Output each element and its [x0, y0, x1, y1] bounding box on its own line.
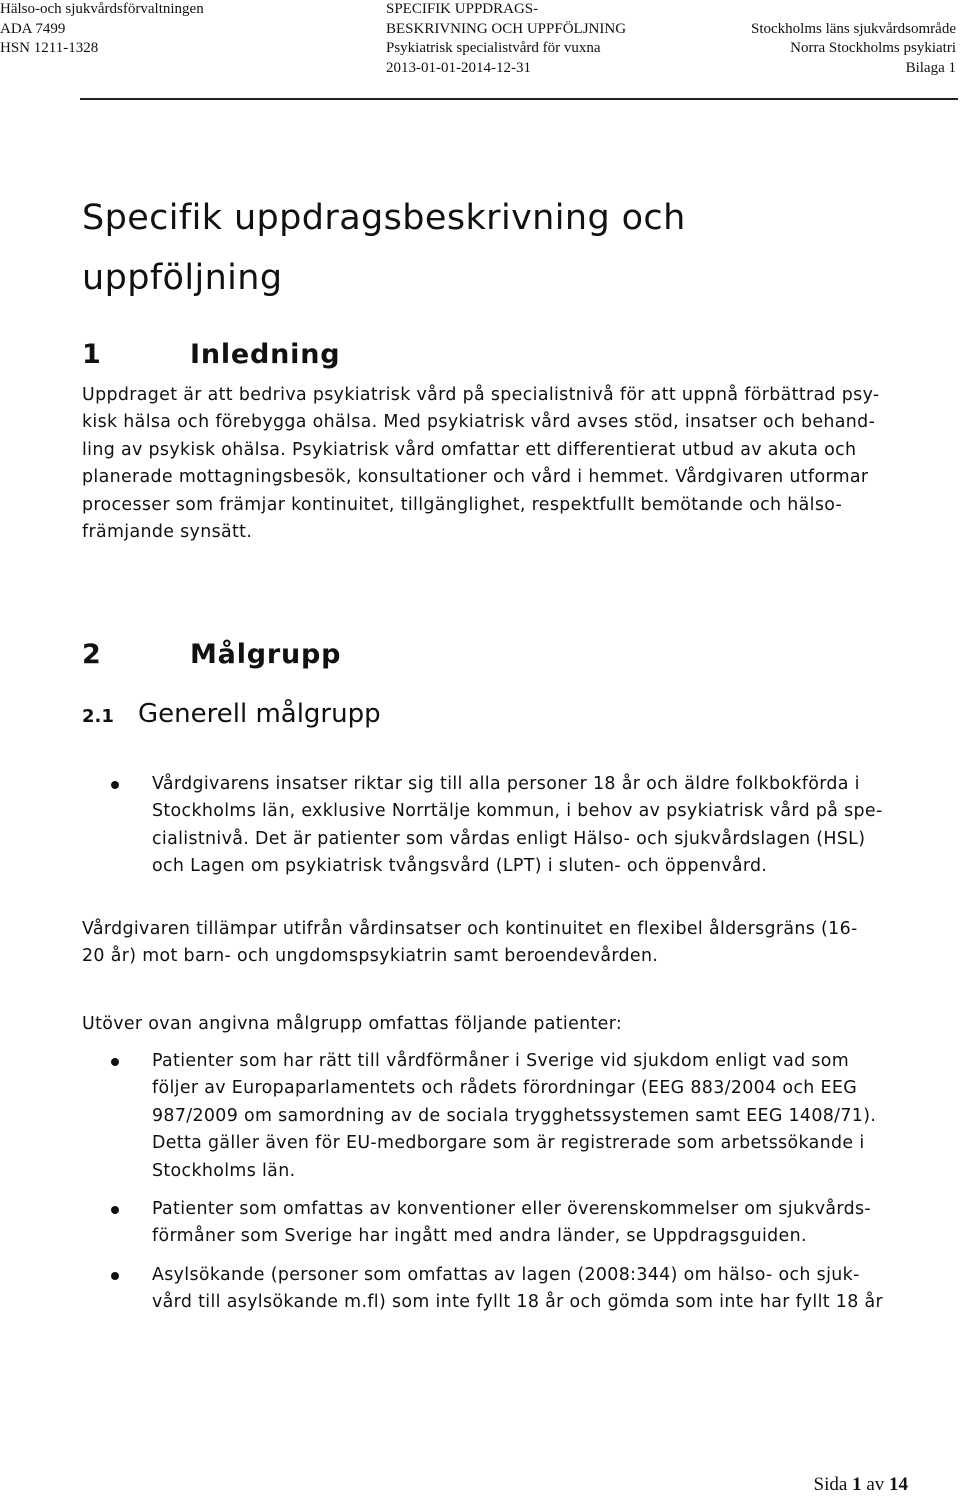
document-title-line: Specifik uppdragsbeskrivning och — [82, 198, 686, 238]
document-title-line: uppföljning — [82, 258, 283, 298]
list-item-line: cialistnivå. Det är patienter som vårdas enligt Hälso- och sjukvårdslagen (HSL) — [152, 828, 866, 849]
section-2-title: Målgrupp — [190, 639, 342, 670]
header-attachment: Bilaga 1 — [905, 59, 956, 76]
list-item-line: 987/2009 om samordning av de sociala trygghetssystemen samt EEG 1408/71). — [152, 1105, 877, 1126]
list-item — [82, 1262, 902, 1317]
list-item-line: Detta gäller även för EU-medborgare som är registrerade som arbetssökande i — [152, 1133, 865, 1154]
header-unit: Norra Stockholms psykiatri — [790, 40, 956, 56]
header-right-block — [751, 0, 956, 78]
list-item — [82, 1048, 902, 1185]
additional-patients-intro — [82, 1011, 902, 1038]
document-title — [82, 188, 686, 308]
list-item-line: Asylsökande (personer som omfattas av lagen (2008:344) om hälso- och sjuk- — [152, 1264, 860, 1285]
paragraph-line: 20 år) mot barn- och ungdomspsykiatrin samt beroendevården. — [82, 946, 659, 967]
page-number — [814, 1474, 908, 1496]
additional-patients-bullets — [82, 1048, 902, 1317]
header-period: 2013-01-01-2014-12-31 — [386, 59, 531, 76]
list-item-line: Patienter som har rätt till vårdförmåner i Sverige vid sjukdom enligt vad som — [152, 1051, 850, 1071]
paragraph-line: Vårdgivaren tillämpar utifrån vårdinsatser och kontinuitet en flexibel åldersgräns (16- — [82, 919, 858, 939]
header-doc-type-line1: SPECIFIK UPPDRAGS- — [386, 1, 539, 17]
bullet-icon — [111, 781, 119, 789]
subsection-2-1-title: Generell målgrupp — [138, 699, 381, 729]
paragraph-line: processer som främjar kontinuitet, tillgänglighet, respektfullt bemötande och hälso- — [82, 494, 843, 515]
paragraph-line: kisk hälsa och förebygga ohälsa. Med psykiatrisk vård avses stöd, insatser och behand- — [82, 412, 876, 433]
section-1-paragraph — [82, 382, 902, 546]
paragraph-line: främjande synsätt. — [82, 522, 253, 543]
section-1-number: 1 — [82, 339, 102, 370]
header-region: Stockholms läns sjukvårdsområde — [751, 20, 956, 37]
list-item-line: Stockholms län. — [152, 1160, 296, 1181]
header-doc-type-line2: BESKRIVNING OCH UPPFÖLJNING — [386, 20, 627, 37]
list-item-line: Patienter som omfattas av konventioner eller överenskommelser om sjukvårds- — [152, 1199, 872, 1220]
section-1-heading — [82, 338, 340, 372]
list-item-line: Stockholms län, exklusive Norrtälje kommun, i behov av psykiatrisk vård på spe- — [152, 801, 883, 822]
section-1-title: Inledning — [190, 339, 341, 370]
header-ada-number: ADA 7499 — [0, 20, 66, 37]
list-item-line: förmåner som Sverige har ingått med andra länder, se Uppdragsguiden. — [152, 1226, 807, 1247]
header-hsn-number: HSN 1211-1328 — [0, 40, 99, 56]
paragraph-line: ling av psykisk ohälsa. Psykiatrisk vård omfattar ett differentierat utbud av akuta och — [82, 439, 857, 460]
paragraph-line: Uppdraget är att bedriva psykiatrisk vård på specialistnivå för att uppnå förbättrad psy- — [82, 385, 880, 405]
subsection-2-1-heading — [82, 698, 381, 733]
header-right-spacer — [751, 0, 956, 20]
list-item-line: Vårdgivarens insatser riktar sig till alla personer 18 år och äldre folkbokförda i — [152, 774, 860, 794]
section-2-number: 2 — [82, 639, 102, 670]
target-group-bullets — [82, 771, 902, 881]
section-2-heading — [82, 638, 341, 672]
header-care-area: Psykiatrisk specialistvård för vuxna — [386, 40, 601, 56]
page-total: 14 — [889, 1474, 908, 1495]
page-current: 1 — [852, 1474, 862, 1495]
list-item-line: följer av Europaparlamentets och rådets förordningar (EEG 883/2004 och EEG — [152, 1078, 858, 1099]
header-center-block — [386, 0, 626, 78]
bullet-icon — [111, 1058, 119, 1066]
paragraph-line: Utöver ovan angivna målgrupp omfattas följande patienter: — [82, 1014, 623, 1034]
list-item-line: och Lagen om psykiatrisk tvångsvård (LPT) i sluten- och öppenvård. — [152, 856, 768, 877]
list-item — [82, 771, 902, 881]
header-organization: Hälso-och sjukvårdsförvaltningen — [0, 1, 204, 17]
bullet-icon — [111, 1206, 119, 1214]
subsection-2-1-number: 2.1 — [82, 706, 114, 727]
header-left-block — [0, 0, 204, 59]
bullet-icon — [111, 1272, 119, 1280]
list-item-line: vård till asylsökande m.fl) som inte fyllt 18 år och gömda som inte har fyllt 18 år — [152, 1292, 884, 1313]
list-item — [82, 1196, 902, 1251]
page-of-label: av — [866, 1474, 885, 1495]
age-limit-paragraph — [82, 916, 902, 971]
paragraph-line: planerade mottagningsbesök, konsultationer och vård i hemmet. Vårdgivaren utformar — [82, 467, 869, 488]
header-divider — [80, 98, 958, 100]
page-label: Sida — [813, 1474, 848, 1495]
